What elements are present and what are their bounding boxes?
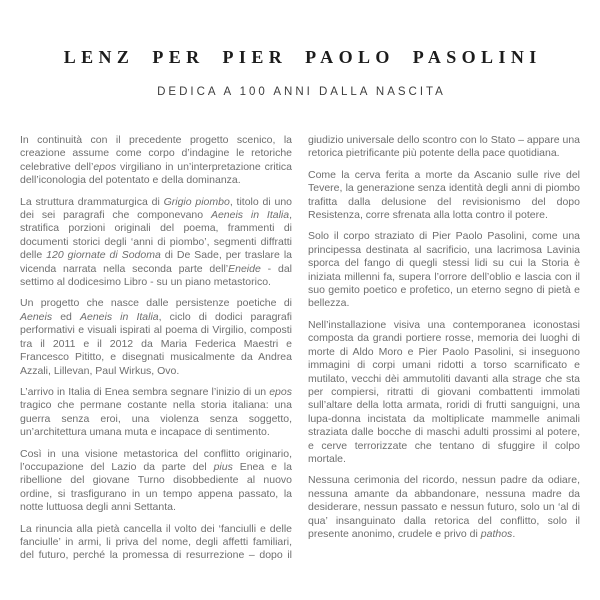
paragraph: In continuità con il precedente progetto scenico, la creazione assume come corpo d’indagine le retoriche celebrative dell’epos virgiliano in un’interpretazione critica dell’iconologia del potentato e della dominanza. <box>20 134 292 187</box>
text-column-left <box>20 134 292 571</box>
text-column-right <box>308 134 580 571</box>
italic-term: 120 giornate di Sodoma <box>46 249 161 262</box>
paragraph: Un progetto che nasce dalle persistenze poetiche di Aeneis ed Aeneis in Italia, ciclo di dodici paragrafi performativi e visuali ispirati al poema di Virgilio, composti tra il 2011 e il 2012 da Maria Federica Maestri e Francesco Pititto, e disegnati musicalmente da Andrea Azzali, Lillevan, Paul Wirkus, Ovo. <box>20 297 292 377</box>
italic-term: Eneide <box>228 262 261 275</box>
italic-term: epos <box>93 160 117 173</box>
page-subtitle: DEDICA A 100 ANNI DALLA NASCITA <box>157 86 446 98</box>
paragraph: L’arrivo in Italia di Enea sembra segnare l’inizio di un epos tragico che permane costante nella storia italiana: una guerra senza eroi, una violenza senza soggetto, un’architettura umana muta e incapace di sentimento. <box>20 385 292 439</box>
paragraph: Solo il corpo straziato di Pier Paolo Pasolini, come una principessa destinata al sacrificio, una lacrimosa Lavinia sporca del fango di quegli stessi lidi su cui la Storia è iniziata millenni fa, supera l’orrore dell’oblio e lascia con il suo gemito poetico e profetico, un eterno segno di pietà e bellezza. <box>308 230 580 310</box>
paragraph: Nessuna cerimonia del ricordo, nessun padre da odiare, nessuna amante da abbandonare, nessuna madre da desiderare, nessun passato e nessun futuro, solo un ‘al di qua’ insanguinato dalla retorica del conflitto, solo il presente anonimo, crudele e privo di pathos. <box>308 474 580 540</box>
paragraph: Come la cerva ferita a morte da Ascanio sulle rive del Tevere, la generazione senza identità degli anni di piombo trafitta dalla delusione del revisionismo del dopo Resistenza, corre sfrenata alla lotta contro il potere. <box>308 168 580 222</box>
page-title: LENZ PER PIER PAOLO PASOLINI <box>63 47 542 67</box>
paragraph: Nell’installazione visiva una contemporanea iconostasi composta da grandi portiere rosse, memoria dei luoghi di morte di Aldo Moro e Pier Paolo Pasolini, si inseguono immagini di corpi umani ridotti a torso scarnificato e mutilato, vecchi dèi ammutoliti davanti alla strage che sta per compiersi, ritratti di giovani combattenti immolati sull’altare della lotta armata, roridi di frutti sanguigni, una lupa-donna incistata da moltiplicate mammelle animali straziata dalle bocche di maschi adulti prossimi al potere, e cerve terrorizzate che tentano di sfuggire il colpo mortale. <box>308 318 580 465</box>
text-columns <box>20 134 580 571</box>
italic-term: pathos <box>480 527 513 540</box>
paragraph: La rinuncia alla pietà cancella il volto dei ‘fanciulli e delle fanciulle’ in armi, li priva del nome, degli affetti familiari, del futuro, perché la promessa di resurrezione – dopo il <box>20 522 292 562</box>
italic-term: pius <box>213 460 233 473</box>
italic-term: Aeneis in Italia <box>210 209 290 222</box>
italic-term: Aeneis <box>20 310 53 323</box>
italic-term: Aeneis in Italia <box>79 310 159 323</box>
paragraph: Così in una visione metastorica del conflitto originario, l’occupazione del Lazio da parte del pius Enea e la ribellione del giovane Turno disobbediente al nuovo ordine, si trasfigurano in un tempo appena passato, la notte luttuosa degli anni Settanta. <box>20 447 292 514</box>
italic-term: epos <box>269 385 292 398</box>
paragraph: giudizio universale dello scontro con lo Stato – appare una retorica pietrificante più potente della pace quotidiana. <box>308 134 581 160</box>
italic-term: Grigio piombo <box>163 195 230 208</box>
paragraph: La struttura drammaturgica di Grigio piombo, titolo di uno dei sei paragrafi che componevano Aeneis in Italia, stratifica porzioni originali del poema, frammenti di documenti storici degli ‘anni di piombo’, segmenti diffratti delle 120 giornate di Sodoma di De Sade, per traslare la vicenda narrata nella seconda parte dell’Eneide - dal settimo al dodicesimo Libro - su un piano metastorico. <box>20 195 293 289</box>
